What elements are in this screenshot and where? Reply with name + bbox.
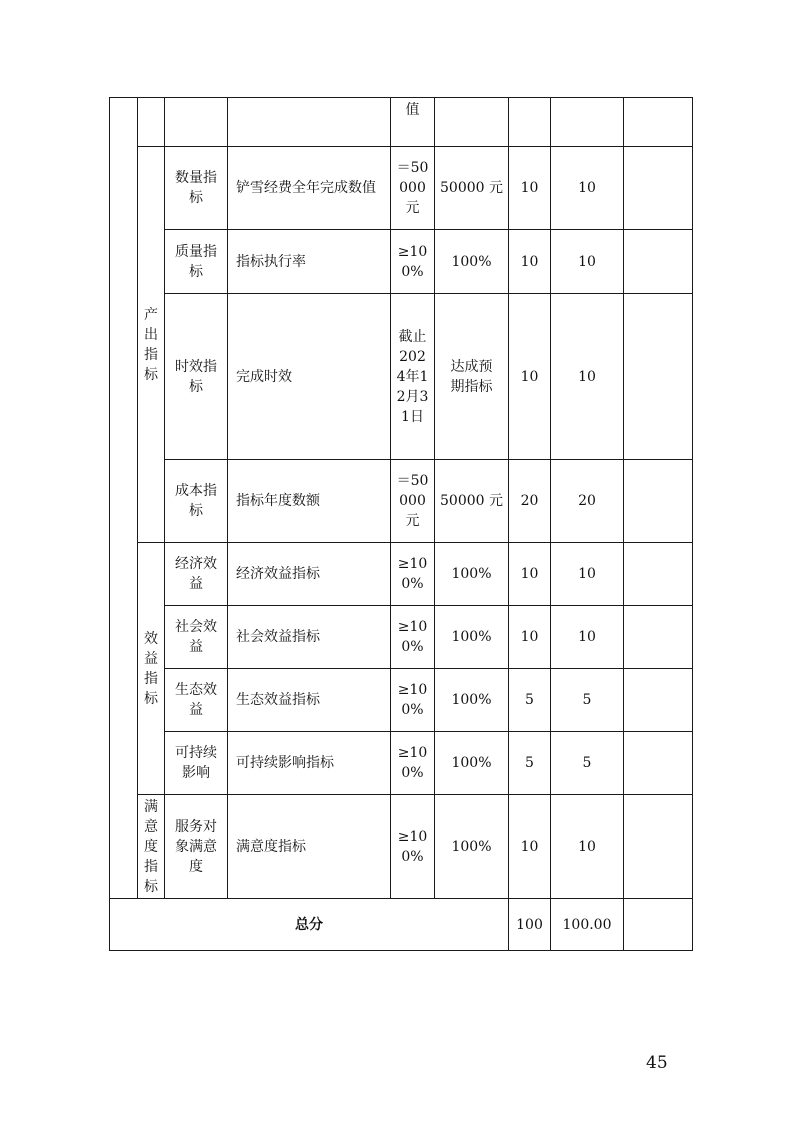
level3-cell: 指标年度数额: [228, 460, 391, 543]
total-remark-cell: [624, 899, 693, 951]
target-value-cell: ≥100%: [391, 732, 435, 795]
level3-cell: 生态效益指标: [228, 669, 391, 732]
score-cell: 10: [551, 294, 624, 460]
level1-cell: 产出指标: [138, 147, 165, 543]
remark-cell: [624, 543, 693, 606]
target-value-cell: ＝50000元: [391, 147, 435, 230]
weight-cell: 20: [509, 460, 551, 543]
level1-cell: 效益指标: [138, 543, 165, 795]
level2-cell: 时效指标: [165, 294, 228, 460]
target-value-cell: ≥100%: [391, 669, 435, 732]
total-row: [110, 899, 693, 951]
score-cell: 10: [551, 543, 624, 606]
score-cell: 10: [551, 795, 624, 899]
target-value-cell: ≥100%: [391, 543, 435, 606]
actual-value-cell: 100%: [435, 230, 509, 294]
target-value-cell: ＝50000元: [391, 460, 435, 543]
target-value-cell: ≥100%: [391, 230, 435, 294]
remark-cell: [624, 795, 693, 899]
weight-cell: 5: [509, 732, 551, 795]
outer-blank-cell: [110, 98, 138, 899]
remark-cell: [624, 230, 693, 294]
remark-cell: [624, 606, 693, 669]
score-cell: 5: [551, 732, 624, 795]
level2-cell: 社会效益: [165, 606, 228, 669]
remark-cell: [624, 460, 693, 543]
level2-cell: 成本指标: [165, 460, 228, 543]
level2-cell: 生态效益: [165, 669, 228, 732]
weight-cell: 10: [509, 294, 551, 460]
actual-value-cell: 100%: [435, 606, 509, 669]
score-cell: 20: [551, 460, 624, 543]
level3-cell: 可持续影响指标: [228, 732, 391, 795]
level3-cell: 满意度指标: [228, 795, 391, 899]
level2-cell: 经济效益: [165, 543, 228, 606]
weight-cell: [509, 98, 551, 147]
level1-cell: 满意度指标: [138, 795, 165, 899]
remark-cell: [624, 732, 693, 795]
performance-indicator-table: [109, 97, 693, 951]
total-score: 100.00: [551, 899, 624, 951]
level3-cell: 指标执行率: [228, 230, 391, 294]
total-weight: 100: [509, 899, 551, 951]
remark-cell: [624, 98, 693, 147]
target-value-cell: ≥100%: [391, 606, 435, 669]
table-row: [110, 460, 693, 543]
level3-cell: 社会效益指标: [228, 606, 391, 669]
level3-cell: [228, 98, 391, 147]
level2-cell: [165, 98, 228, 147]
score-cell: [551, 98, 624, 147]
table-row: [110, 543, 693, 606]
table-row: [110, 732, 693, 795]
score-cell: 10: [551, 606, 624, 669]
table-row: [110, 294, 693, 460]
table-row: [110, 230, 693, 294]
level3-cell: 铲雪经费全年完成数值: [228, 147, 391, 230]
weight-cell: 10: [509, 795, 551, 899]
level2-cell: 可持续影响: [165, 732, 228, 795]
target-value-cell: 值: [391, 98, 435, 147]
weight-cell: 5: [509, 669, 551, 732]
page-number: 45: [646, 1053, 668, 1073]
actual-value-cell: 50000 元: [435, 460, 509, 543]
actual-value-cell: 100%: [435, 543, 509, 606]
table-row: [110, 147, 693, 230]
level2-cell: 质量指标: [165, 230, 228, 294]
level3-cell: 经济效益指标: [228, 543, 391, 606]
remark-cell: [624, 147, 693, 230]
actual-value-cell: 100%: [435, 795, 509, 899]
level2-cell: 服务对象满意度: [165, 795, 228, 899]
weight-cell: 10: [509, 230, 551, 294]
actual-value-cell: 50000 元: [435, 147, 509, 230]
remark-cell: [624, 669, 693, 732]
score-cell: 10: [551, 147, 624, 230]
table-row: [110, 669, 693, 732]
weight-cell: 10: [509, 606, 551, 669]
target-value-cell: ≥100%: [391, 795, 435, 899]
level2-cell: 数量指标: [165, 147, 228, 230]
actual-value-cell: 100%: [435, 732, 509, 795]
weight-cell: 10: [509, 147, 551, 230]
table-row: [110, 795, 693, 899]
score-cell: 5: [551, 669, 624, 732]
weight-cell: 10: [509, 543, 551, 606]
table-row: [110, 606, 693, 669]
score-cell: 10: [551, 230, 624, 294]
table-row: [110, 98, 693, 147]
actual-value-cell: [435, 98, 509, 147]
actual-value-cell: 达成预期指标: [435, 294, 509, 460]
remark-cell: [624, 294, 693, 460]
total-label: 总分: [110, 899, 509, 951]
actual-value-cell: 100%: [435, 669, 509, 732]
level1-cell: [138, 98, 165, 147]
target-value-cell: 截止2024年12月31日: [391, 294, 435, 460]
level3-cell: 完成时效: [228, 294, 391, 460]
